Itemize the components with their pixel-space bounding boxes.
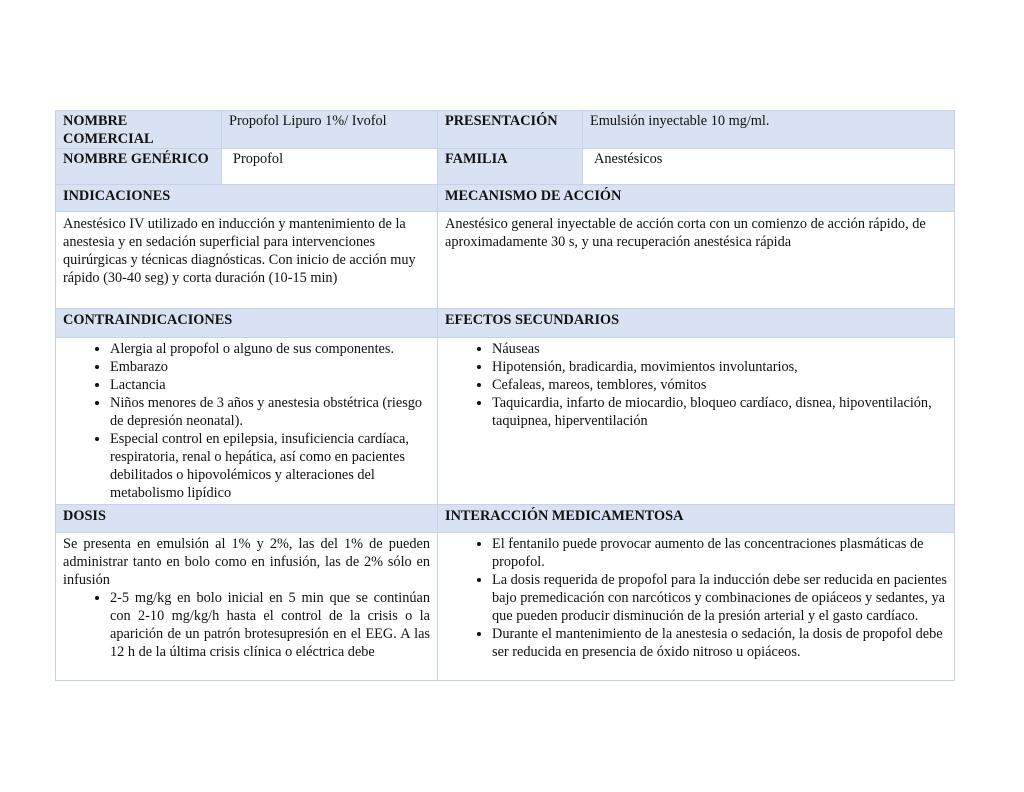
list-item: • Lactancia — [110, 376, 430, 394]
list-item: • Hipotensión, bradicardia, movimientos involuntarios, — [492, 358, 947, 376]
row-section-headers-2 — [56, 309, 955, 338]
interaccion-cell — [438, 533, 955, 681]
efectos-cell — [438, 338, 955, 505]
contraindicaciones-list — [63, 340, 430, 502]
row-section-headers-3 — [56, 505, 955, 533]
list-item: • Embarazo — [110, 358, 430, 376]
list-item: • Náuseas — [492, 340, 947, 358]
list-item: • La dosis requerida de propofol para la inducción debe ser reducida en pacientes bajo premedicación con narcóticos y combinaciones de opiáceos y sedantes, ya que pueden producir disminución de la presión arterial y el gasto cardíaco. — [492, 571, 947, 625]
heading-dosis: DOSIS — [56, 505, 438, 533]
list-item: • Cefaleas, mareos, temblores, vómitos — [492, 376, 947, 394]
label-familia: FAMILIA — [438, 149, 583, 185]
heading-contraindicaciones: CONTRAINDICACIONES — [56, 309, 438, 338]
interaccion-list — [445, 535, 947, 661]
list-item: • Niños menores de 3 años y anestesia obstétrica (riesgo de depresión neonatal). — [110, 394, 430, 430]
contraindicaciones-cell — [56, 338, 438, 505]
heading-mecanismo: MECANISMO DE ACCIÓN — [438, 185, 955, 212]
label-nombre-generico: NOMBRE GENÉRICO — [56, 149, 222, 185]
list-item: • Durante el mantenimiento de la anestesia o sedación, la dosis de propofol debe ser reducida en presencia de óxido nitroso u opiáceos. — [492, 625, 947, 661]
mecanismo-text: Anestésico general inyectable de acción corta con un comienzo de acción rápido, de aproximadamente 30 s, y una recuperación anestésica rápida — [438, 212, 955, 309]
heading-indicaciones: INDICACIONES — [56, 185, 438, 212]
row-nombre-generico — [56, 149, 955, 185]
drug-info-table — [55, 110, 955, 681]
value-presentacion: Emulsión inyectable 10 mg/ml. — [583, 111, 955, 149]
row-section-headers-1 — [56, 185, 955, 212]
dosis-intro: Se presenta en emulsión al 1% y 2%, las del 1% de pueden administrar tanto en bolo como en infusión, las de 2% sólo en infusión — [63, 536, 430, 588]
dosis-cell — [56, 533, 438, 681]
value-nombre-generico: Propofol — [222, 149, 438, 185]
value-nombre-comercial: Propofol Lipuro 1%/ Ivofol — [222, 111, 438, 149]
heading-interaccion: INTERACCIÓN MEDICAMENTOSA — [438, 505, 955, 533]
label-presentacion: PRESENTACIÓN — [438, 111, 583, 149]
label-nombre-comercial: NOMBRE COMERCIAL — [56, 111, 222, 149]
row-contraindicaciones-body — [56, 338, 955, 505]
row-nombre-comercial — [56, 111, 955, 149]
list-item: • 2-5 mg/kg en bolo inicial en 5 min que se continúan con 2-10 mg/kg/h hasta el control de la crisis o la aparición de un patrón brotesupresión en el EEG. A las 12 h de la última crisis clínica o eléctrica debe — [110, 589, 430, 661]
list-item: • Alergia al propofol o alguno de sus componentes. — [110, 340, 430, 358]
value-familia: Anestésicos — [583, 149, 955, 185]
row-indicaciones-body — [56, 212, 955, 309]
indicaciones-text: Anestésico IV utilizado en inducción y mantenimiento de la anestesia y en sedación superficial para intervenciones quirúrgicas y técnicas diagnósticas. Con inicio de acción muy rápido (30-40 seg) y corta duración (10-15 min) — [56, 212, 438, 309]
list-item: • Especial control en epilepsia, insuficiencia cardíaca, respiratoria, renal o hepática, así como en pacientes debilitados o hipovolémicos y alteraciones del metabolismo lipídico — [110, 430, 430, 502]
row-dosis-body — [56, 533, 955, 681]
list-item: • El fentanilo puede provocar aumento de las concentraciones plasmáticas de propofol. — [492, 535, 947, 571]
efectos-list — [445, 340, 947, 430]
dosis-list — [63, 589, 430, 661]
list-item: • Taquicardia, infarto de miocardio, bloqueo cardíaco, disnea, hipoventilación, taquipnea, hiperventilación — [492, 394, 947, 430]
heading-efectos: EFECTOS SECUNDARIOS — [438, 309, 955, 338]
